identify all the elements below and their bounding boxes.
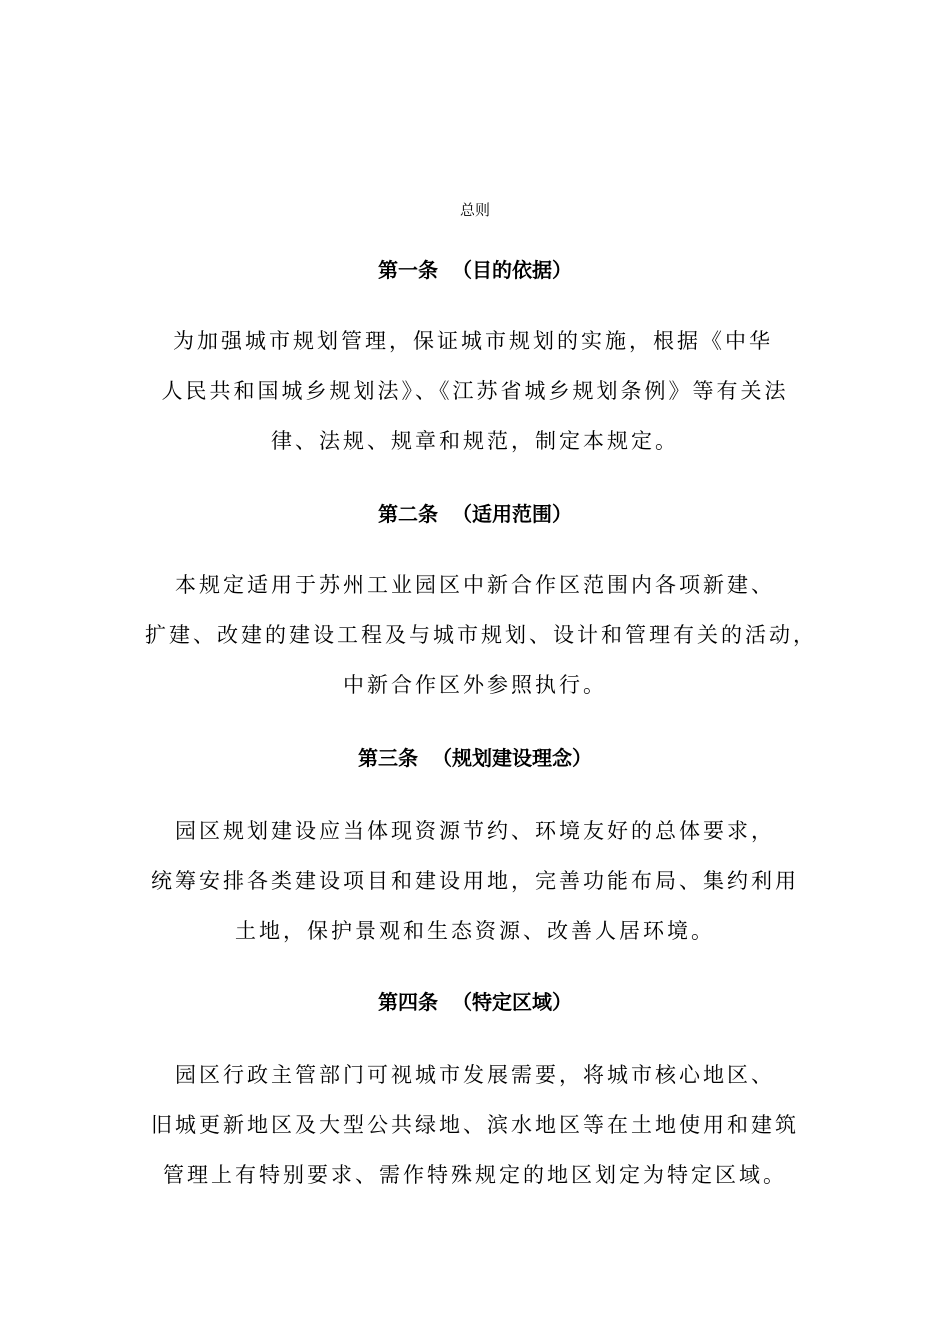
article-2-heading: 第二条 （适用范围） [378, 502, 572, 526]
article-4-line-2: 旧城更新地区及大型公共绿地、滨水地区等在土地使用和建筑 [151, 1113, 799, 1137]
article-1-heading: 第一条 （目的依据） [378, 258, 572, 282]
article-1-line-1: 为加强城市规划管理，保证城市规划的实施，根据《中华 [173, 329, 773, 353]
article-3-line-1: 园区规划建设应当体现资源节约、环境友好的总体要求， [175, 819, 775, 843]
article-2-line-2: 扩建、改建的建设工程及与城市规划、设计和管理有关的活动， [145, 623, 817, 647]
article-3-heading: 第三条 （规划建设理念） [358, 746, 592, 770]
article-3-line-3: 土地，保护景观和生态资源、改善人居环境。 [235, 919, 715, 943]
chapter-title: 总则 [459, 201, 490, 219]
article-4-line-3: 管理上有特别要求、需作特殊规定的地区划定为特定区域。 [163, 1163, 787, 1187]
article-4-heading: 第四条 （特定区域） [378, 990, 572, 1014]
article-4-line-1: 园区行政主管部门可视城市发展需要，将城市核心地区、 [175, 1063, 775, 1087]
article-2-line-1: 本规定适用于苏州工业园区中新合作区范围内各项新建、 [175, 573, 775, 597]
article-3-line-2: 统筹安排各类建设项目和建设用地，完善功能布局、集约利用 [151, 869, 799, 893]
article-2-line-3: 中新合作区外参照执行。 [343, 673, 607, 697]
article-1-line-2: 人民共和国城乡规划法》、《江苏省城乡规划条例》等有关法 [161, 379, 789, 403]
article-1-line-3: 律、法规、规章和规范，制定本规定。 [271, 429, 679, 453]
